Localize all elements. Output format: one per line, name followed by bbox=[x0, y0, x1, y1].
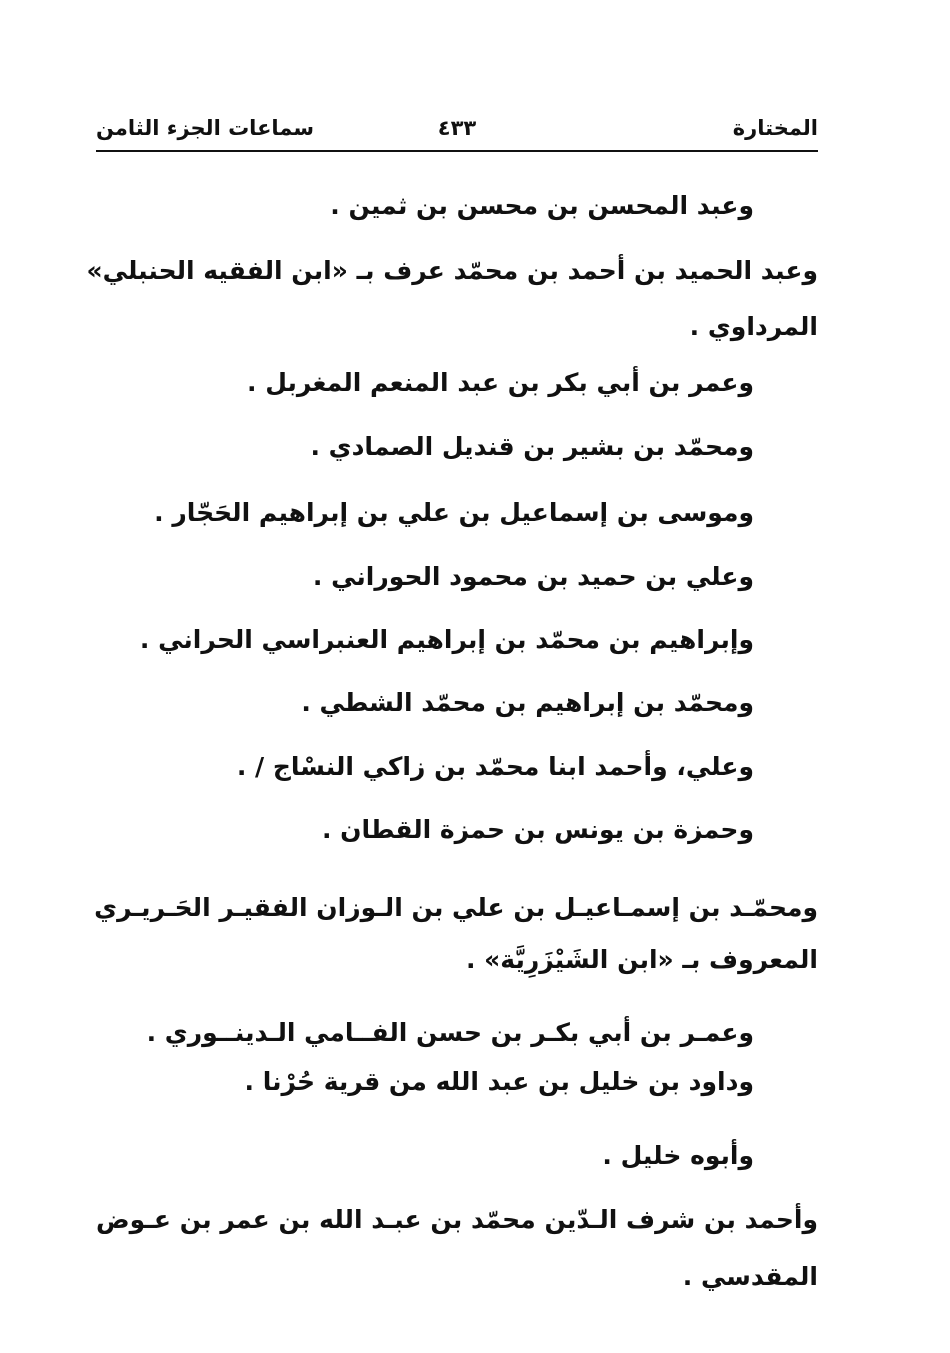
text-line: المعروف بـ «ابن الشَيْزَرِيَّة» . bbox=[465, 945, 818, 974]
text-line: وعمـر بن أبي بكـر بن حسن الفــامي الـدينــوري . bbox=[146, 1018, 754, 1047]
text-line: المرداوي . bbox=[689, 312, 818, 341]
text-line: وأحمد بن شرف الـدّين محمّد بن عبـد الله بن عمر بن عـوض bbox=[96, 1205, 818, 1234]
text-line: وعلي بن حميد بن محمود الحوراني . bbox=[312, 562, 754, 591]
text-line: وعبد المحسن بن محسن بن ثمين . bbox=[330, 191, 754, 220]
book-title: المختارة bbox=[732, 116, 818, 140]
text-line: وعلي، وأحمد ابنا محمّد بن زاكي النسْاج / . bbox=[236, 752, 754, 781]
text-line: وداود بن خليل بن عبد الله من قرية حُرْنا . bbox=[244, 1067, 754, 1096]
text-line: وحمزة بن يونس بن حمزة القطان . bbox=[321, 815, 754, 844]
text-line: وعمر بن أبي بكر بن عبد المنعم المغربل . bbox=[247, 368, 754, 397]
text-line: ومحمّـد بن إسمـاعيـل بن علي بن الـوزان الفقيـر الحَـريـري bbox=[94, 893, 818, 922]
text-line: المقدسي . bbox=[682, 1262, 818, 1291]
text-line: ومحمّد بن بشير بن قنديل الصمادي . bbox=[310, 432, 754, 461]
text-line: وأبوه خليل . bbox=[602, 1141, 754, 1170]
text-line: وإبراهيم بن محمّد بن إبراهيم العنبراسي الحراني . bbox=[139, 625, 754, 654]
header-divider bbox=[96, 150, 818, 152]
section-title: سماعات الجزء الثامن bbox=[96, 116, 315, 140]
page-header bbox=[96, 112, 818, 152]
text-line: ومحمّد بن إبراهيم بن محمّد الشطي . bbox=[301, 688, 754, 717]
page-number: ٤٣٣ bbox=[437, 116, 477, 140]
text-line: وموسى بن إسماعيل بن علي بن إبراهيم الحَجّار . bbox=[154, 498, 754, 527]
text-line: وعبد الحميد بن أحمد بن محمّد عرف بـ «ابن الفقيه الحنبلي» bbox=[86, 256, 818, 285]
